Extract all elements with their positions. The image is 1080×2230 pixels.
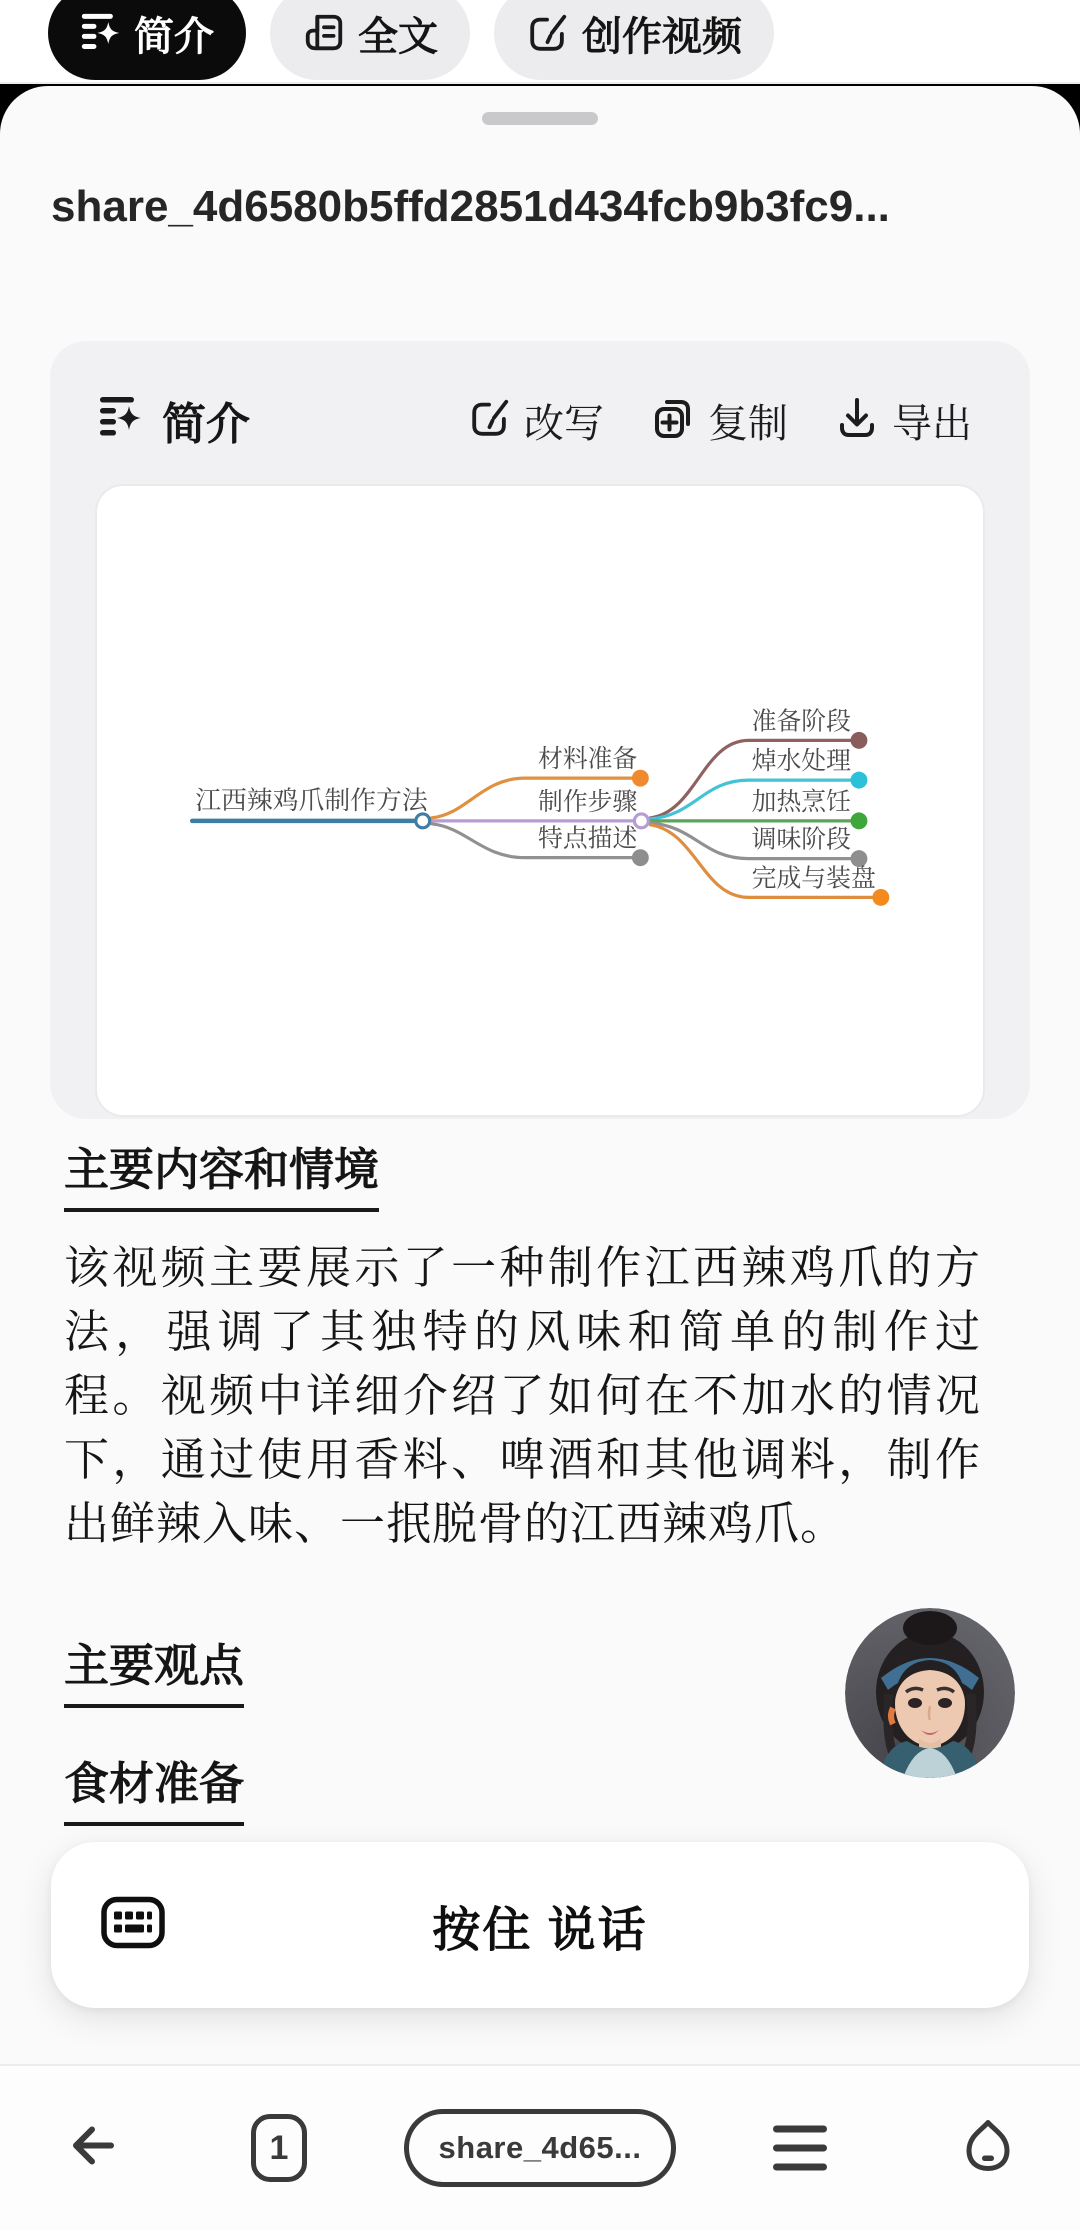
export-button[interactable] xyxy=(834,392,972,449)
tab-count-button[interactable] xyxy=(251,2114,307,2182)
rewrite-button[interactable] xyxy=(468,392,604,449)
copy-icon xyxy=(650,394,696,447)
drag-handle[interactable] xyxy=(482,112,598,125)
tab-label: 全文 xyxy=(358,14,438,59)
rewrite-icon xyxy=(468,395,512,446)
copy-label: 复制 xyxy=(708,401,788,446)
mindmap-node[interactable]: 完成与装盘 xyxy=(751,865,876,893)
mindmap-node[interactable]: 特点描述 xyxy=(538,825,638,853)
copy-button[interactable] xyxy=(650,392,788,449)
summary-sparkle-icon xyxy=(98,393,144,448)
summary-card-actions xyxy=(468,392,972,449)
home-icon[interactable] xyxy=(958,2116,1018,2181)
mindmap-node[interactable]: 制作步骤 xyxy=(538,788,638,816)
tab-summary[interactable] xyxy=(48,0,246,80)
hold-to-talk-label: 按住 说话 xyxy=(432,1903,648,1957)
keyboard-icon[interactable] xyxy=(101,1897,165,1954)
summary-card-header xyxy=(98,389,972,451)
hold-to-talk-bar[interactable] xyxy=(51,1842,1029,2008)
export-icon xyxy=(834,394,880,447)
menu-icon[interactable] xyxy=(773,2126,827,2171)
section-heading-points: 主要观点 xyxy=(64,1640,244,1708)
bottom-nav xyxy=(0,2064,1080,2230)
mindmap-node[interactable]: 焯水处理 xyxy=(751,748,851,776)
back-button[interactable] xyxy=(65,2118,121,2179)
tab-fulltext[interactable] xyxy=(270,0,470,80)
summary-card xyxy=(50,341,1030,1119)
tab-count-badge xyxy=(251,2114,307,2182)
rewrite-label: 改写 xyxy=(524,401,604,446)
content-paragraph: 该视频主要展示了一种制作江西辣鸡爪的方法，强调了其独特的风味和简单的制作过程。视频中详细介绍了如何在不加水的情况下，通过使用香料、啤酒和其他调料，制作出鲜辣入味、一抿脱骨的江西辣鸡爪。 xyxy=(64,1242,981,1549)
tab-label: 简介 xyxy=(134,14,214,59)
address-pill[interactable] xyxy=(404,2109,676,2187)
tab-count-value: 1 xyxy=(269,2128,289,2167)
section-heading-content: 主要内容和情境 xyxy=(64,1144,379,1212)
mindmap-labels xyxy=(195,707,876,892)
tab-create-video[interactable] xyxy=(494,0,774,80)
summary-sparkle-icon xyxy=(80,10,122,56)
avatar[interactable] xyxy=(845,1608,1015,1778)
mindmap-node[interactable]: 准备阶段 xyxy=(751,708,851,736)
mindmap-root-node[interactable]: 江西辣鸡爪制作方法 xyxy=(195,786,428,815)
section-heading-ingredients: 食材准备 xyxy=(64,1758,244,1826)
tab-label: 创作视频 xyxy=(582,14,742,59)
page-title: share_4d6580b5ffd2851d434fcb9b3fc9... xyxy=(51,182,890,231)
mindmap-node[interactable]: 调味阶段 xyxy=(751,826,851,854)
address-pill-label: share_4d65... xyxy=(438,2130,642,2165)
top-tab-bar xyxy=(0,0,1080,84)
share-sheet xyxy=(0,86,1080,2064)
mindmap-node[interactable]: 材料准备 xyxy=(538,746,638,774)
create-video-icon xyxy=(526,10,570,56)
export-label: 导出 xyxy=(892,401,972,446)
summary-card-title-group xyxy=(98,388,250,452)
mindmap-canvas[interactable] xyxy=(95,484,985,1117)
mindmap-node[interactable]: 加热烹饪 xyxy=(751,788,851,816)
summary-card-title: 简介 xyxy=(162,400,250,449)
article-icon xyxy=(302,10,346,56)
